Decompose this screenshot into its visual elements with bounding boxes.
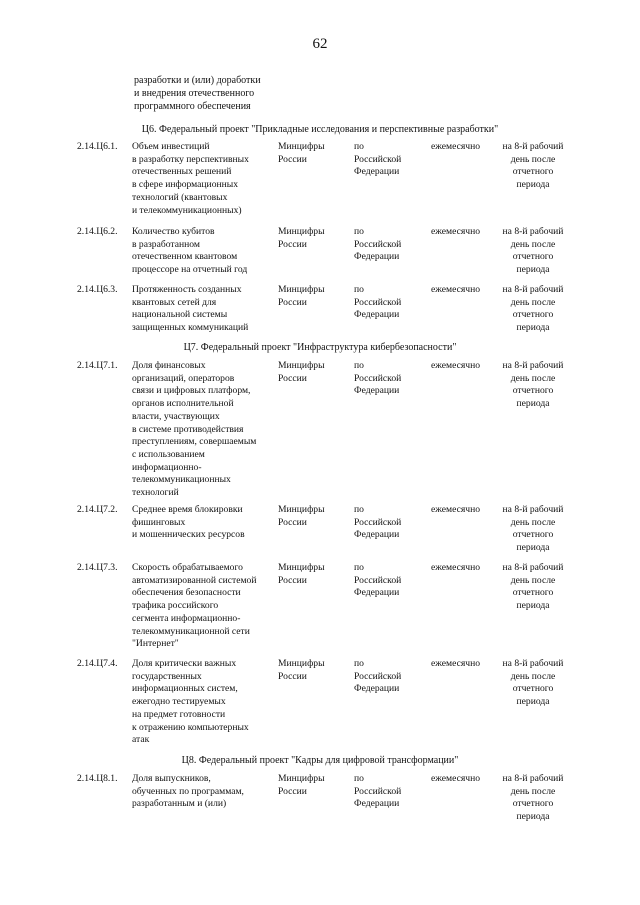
reporting-deadline	[493, 658, 573, 709]
text-line: Минцифры	[278, 360, 325, 371]
reporting-frequency: ежемесячно	[431, 504, 481, 515]
territorial-scope	[354, 284, 424, 322]
text-line: Объем инвестиций	[132, 141, 210, 152]
intro-continuation-text	[134, 74, 261, 114]
text-line: на предмет готовности	[132, 708, 226, 720]
text-line: и телекоммуникационных)	[132, 204, 242, 216]
indicator-code: 2.14.Ц7.2.	[77, 504, 118, 515]
text-line: Федерации	[354, 251, 400, 263]
text-line: Федерации	[354, 683, 400, 695]
text-line: России	[278, 372, 307, 384]
text-line: Скорость обрабатываемого	[132, 562, 243, 573]
text-line: телекоммуникационной сети	[132, 625, 250, 637]
text-line: Российской	[354, 574, 402, 586]
text-line: отечественных решений	[132, 166, 232, 178]
text-line: отчетного	[512, 683, 554, 695]
text-line: на 8-й рабочий	[502, 773, 564, 784]
text-line: отчетного	[512, 309, 554, 321]
text-line: Доля финансовых	[132, 360, 206, 371]
text-line: национальной системы	[132, 309, 228, 321]
reporting-frequency: ежемесячно	[431, 360, 481, 371]
text-line: телекоммуникационных	[132, 474, 231, 486]
text-line: России	[278, 785, 307, 797]
text-line: отчетного	[512, 587, 554, 599]
territorial-scope	[354, 562, 424, 600]
indicator-code: 2.14.Ц7.3.	[77, 562, 118, 573]
text-line: и внедрения отечественного	[134, 88, 255, 100]
responsible-agency	[278, 658, 348, 683]
text-line: органов исполнительной	[132, 398, 234, 410]
text-line: в разработанном	[132, 238, 200, 250]
reporting-deadline	[493, 284, 573, 335]
reporting-frequency: ежемесячно	[431, 226, 481, 237]
territorial-scope	[354, 360, 424, 398]
text-line: "Интернет"	[132, 638, 179, 650]
indicator-code: 2.14.Ц6.1.	[77, 141, 118, 152]
text-line: Количество кубитов	[132, 226, 215, 237]
text-line: разработанным и (или)	[132, 798, 227, 810]
text-line: Минцифры	[278, 562, 325, 573]
text-line: с использованием	[132, 448, 205, 460]
text-line: технологий (квантовых	[132, 191, 228, 203]
indicator-code: 2.14.Ц7.1.	[77, 360, 118, 371]
text-line: автоматизированной системой	[132, 574, 257, 586]
responsible-agency	[278, 504, 348, 529]
text-line: России	[278, 238, 307, 250]
text-line: день после	[510, 238, 556, 250]
text-line: атак	[132, 734, 150, 746]
text-line: технологий	[132, 487, 179, 499]
responsible-agency	[278, 360, 348, 385]
text-line: России	[278, 574, 307, 586]
responsible-agency	[278, 773, 348, 798]
indicator-name	[132, 141, 277, 217]
reporting-deadline	[493, 773, 573, 824]
indicator-code: 2.14.Ц6.2.	[77, 226, 118, 237]
text-line: по	[354, 284, 364, 295]
text-line: Минцифры	[278, 504, 325, 515]
text-line: периода	[516, 398, 550, 410]
text-line: периода	[516, 322, 550, 334]
indicator-name	[132, 284, 277, 335]
territorial-scope	[354, 658, 424, 696]
text-line: периода	[516, 696, 550, 708]
text-line: процессоре на отчетный год	[132, 264, 248, 276]
indicator-code: 2.14.Ц8.1.	[77, 773, 118, 784]
section-title: Ц7. Федеральный проект "Инфраструктура кибербезопасности"	[183, 342, 457, 353]
reporting-frequency: ежемесячно	[431, 562, 481, 573]
text-line: Федерации	[354, 587, 400, 599]
territorial-scope	[354, 504, 424, 542]
indicator-name	[132, 226, 277, 277]
text-line: государственных	[132, 670, 202, 682]
text-line: в системе противодействия	[132, 423, 244, 435]
text-line: разработки и (или) доработки	[134, 75, 261, 86]
reporting-deadline	[493, 360, 573, 411]
text-line: Доля выпускников,	[132, 773, 211, 784]
reporting-frequency: ежемесячно	[431, 658, 481, 669]
text-line: квантовых сетей для	[132, 296, 217, 308]
text-line: Федерации	[354, 529, 400, 541]
reporting-deadline	[493, 562, 573, 613]
text-line: день после	[510, 574, 556, 586]
responsible-agency	[278, 284, 348, 309]
text-line: Российской	[354, 785, 402, 797]
text-line: день после	[510, 372, 556, 384]
text-line: Российской	[354, 238, 402, 250]
text-line: отчетного	[512, 385, 554, 397]
text-line: на 8-й рабочий	[502, 504, 564, 515]
indicator-code: 2.14.Ц7.4.	[77, 658, 118, 669]
text-line: обученных по программам,	[132, 785, 244, 797]
text-line: в сфере информационных	[132, 179, 239, 191]
text-line: отчетного	[512, 529, 554, 541]
text-line: Федерации	[354, 309, 400, 321]
responsible-agency	[278, 562, 348, 587]
text-line: Минцифры	[278, 284, 325, 295]
text-line: по	[354, 141, 364, 152]
text-line: по	[354, 226, 364, 237]
reporting-deadline	[493, 504, 573, 555]
text-line: и мошеннических ресурсов	[132, 529, 245, 541]
text-line: на 8-й рабочий	[502, 226, 564, 237]
text-line: Российской	[354, 516, 402, 528]
text-line: на 8-й рабочий	[502, 284, 564, 295]
text-line: в разработку перспективных	[132, 153, 249, 165]
text-line: отчетного	[512, 166, 554, 178]
text-line: по	[354, 504, 364, 515]
indicator-name	[132, 658, 277, 747]
text-line: Минцифры	[278, 773, 325, 784]
responsible-agency	[278, 141, 348, 166]
text-line: информационных систем,	[132, 683, 238, 695]
text-line: России	[278, 296, 307, 308]
responsible-agency	[278, 226, 348, 251]
page-number: 62	[312, 36, 328, 52]
text-line: Доля критически важных	[132, 658, 237, 669]
text-line: трафика российского	[132, 600, 219, 612]
text-line: фишинговых	[132, 516, 186, 528]
text-line: на 8-й рабочий	[502, 658, 564, 669]
text-line: к отражению компьютерных	[132, 721, 249, 733]
indicator-name	[132, 773, 277, 811]
text-line: Российской	[354, 153, 402, 165]
indicator-name	[132, 360, 277, 500]
text-line: программного обеспечения	[134, 101, 251, 113]
text-line: России	[278, 670, 307, 682]
text-line: Федерации	[354, 166, 400, 178]
reporting-frequency: ежемесячно	[431, 284, 481, 295]
territorial-scope	[354, 773, 424, 811]
indicator-name	[132, 504, 277, 542]
text-line: Федерации	[354, 798, 400, 810]
text-line: Российской	[354, 372, 402, 384]
territorial-scope	[354, 226, 424, 264]
text-line: периода	[516, 179, 550, 191]
reporting-deadline	[493, 141, 573, 192]
text-line: день после	[510, 153, 556, 165]
text-line: Российской	[354, 296, 402, 308]
text-line: по	[354, 562, 364, 573]
text-line: власти, участвующих	[132, 410, 220, 422]
text-line: России	[278, 516, 307, 528]
text-line: на 8-й рабочий	[502, 562, 564, 573]
reporting-frequency: ежемесячно	[431, 141, 481, 152]
text-line: Среднее время блокировки	[132, 504, 243, 515]
text-line: периода	[516, 264, 550, 276]
text-line: связи и цифровых платформ,	[132, 385, 251, 397]
reporting-frequency: ежемесячно	[431, 773, 481, 784]
indicator-name	[132, 562, 277, 651]
text-line: Российской	[354, 670, 402, 682]
text-line: ежегодно тестируемых	[132, 696, 226, 708]
text-line: день после	[510, 296, 556, 308]
text-line: день после	[510, 516, 556, 528]
text-line: сегмента информационно-	[132, 612, 241, 624]
text-line: отчетного	[512, 798, 554, 810]
text-line: Федерации	[354, 385, 400, 397]
text-line: по	[354, 773, 364, 784]
text-line: периода	[516, 600, 550, 612]
text-line: России	[278, 153, 307, 165]
text-line: обеспечения безопасности	[132, 587, 241, 599]
text-line: Минцифры	[278, 226, 325, 237]
text-line: день после	[510, 785, 556, 797]
section-title: Ц8. Федеральный проект "Кадры для цифровой трансформации"	[181, 755, 459, 766]
text-line: отчетного	[512, 251, 554, 263]
text-line: на 8-й рабочий	[502, 141, 564, 152]
text-line: по	[354, 658, 364, 669]
text-line: информационно-	[132, 461, 202, 473]
text-line: день после	[510, 670, 556, 682]
text-line: организаций, операторов	[132, 372, 235, 384]
section-title: Ц6. Федеральный проект "Прикладные исследования и перспективные разработки"	[141, 124, 499, 135]
text-line: отечественном квантовом	[132, 251, 238, 263]
text-line: защищенных коммуникаций	[132, 322, 249, 334]
text-line: Минцифры	[278, 658, 325, 669]
indicator-code: 2.14.Ц6.3.	[77, 284, 118, 295]
text-line: периода	[516, 542, 550, 554]
text-line: по	[354, 360, 364, 371]
territorial-scope	[354, 141, 424, 179]
text-line: периода	[516, 811, 550, 823]
reporting-deadline	[493, 226, 573, 277]
text-line: преступлениям, совершаемым	[132, 436, 257, 448]
text-line: на 8-й рабочий	[502, 360, 564, 371]
text-line: Протяженность созданных	[132, 284, 242, 295]
text-line: Минцифры	[278, 141, 325, 152]
